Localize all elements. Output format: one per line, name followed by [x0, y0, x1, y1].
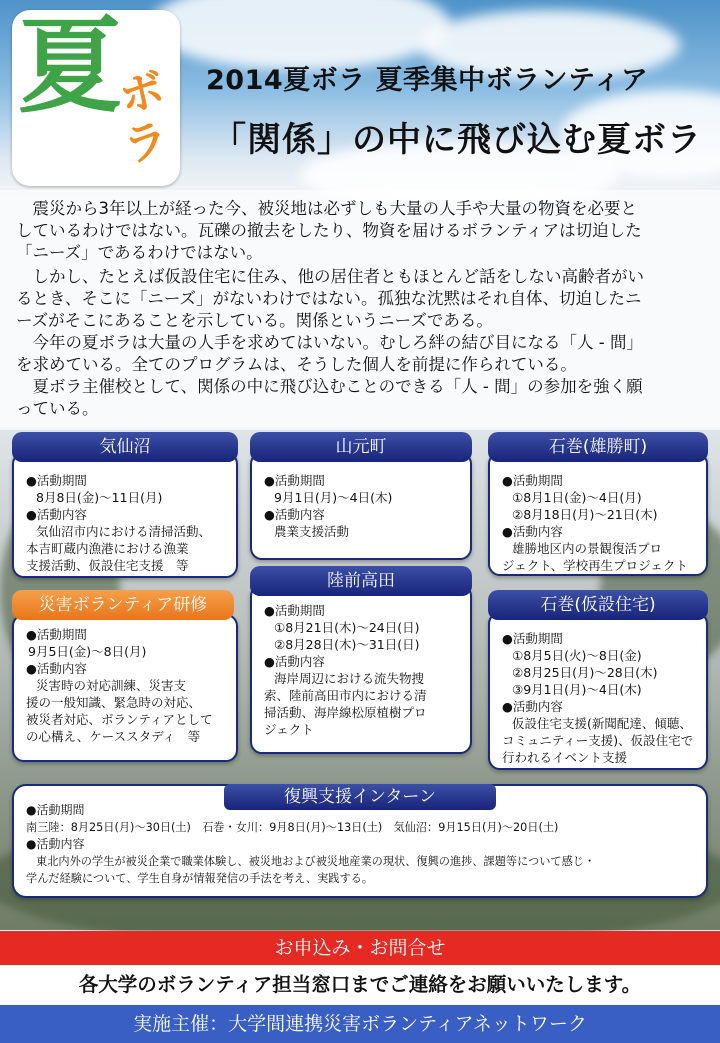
period-label: ●活動期間 [26, 627, 87, 642]
program-title-rikuzentakata: 陸前高田 [250, 566, 472, 596]
period-value: 9月1日(月)～4日(木) [274, 490, 393, 505]
content-line: 海岸周辺における流失物捜 [274, 671, 425, 686]
content-line: 掃活動、海岸線松原植樹プロ [264, 705, 427, 720]
period-value: ②8月25日(月)～28日(木) [512, 665, 658, 680]
period-value: 8月8日(金)～11日(月) [36, 490, 163, 505]
content-line: 被災者対応、ボランティアとして [26, 712, 213, 727]
intro-line: しているわけではない。瓦礫の撤去をしたり、物資を届けるボランティアは切迫した [16, 221, 642, 240]
content-line: ジェクト、学校再生プロジェクト [502, 558, 688, 573]
period-value: ②8月18日(月)～21日(木) [512, 507, 658, 522]
period-label: ●活動期間 [26, 473, 87, 488]
intro-line: 震災から3年以上が経った今、被災地は必ずしも大量の人手や大量の物資を必要と [16, 199, 637, 218]
period-value: ③9月1日(月)～4日(木) [512, 682, 642, 697]
period-value: ②8月28日(木)～31日(日) [274, 637, 420, 652]
period-label: ●活動期間 [502, 473, 563, 488]
intro-line: 今年の夏ボラは大量の人手を求めてはいない。むしろ絆の結び目になる「人 - 間」 [16, 333, 643, 352]
content-line: 学んだ経験について、学生自身が情報発信の手法を考え、実践する。 [26, 872, 374, 885]
content-label: ●活動内容 [26, 837, 85, 851]
content-line: 仮設住宅支援(新聞配達、傾聴、 [512, 716, 692, 731]
content-label: ●活動内容 [264, 507, 325, 522]
organizer-banner: 実施主催：大学間連携災害ボランティアネットワーク [0, 1005, 720, 1043]
period-label: ●活動期間 [264, 473, 325, 488]
program-card-disaster-training [12, 614, 238, 762]
program-card-rikuzentakata [250, 584, 472, 754]
period-value: 南三陸：8月25日(月)～30日(土) 石巻・女川：9月8日(月)～13日(土) 気仙沼：9月15日(月)～20日(土) [26, 821, 559, 834]
intro-section [0, 190, 720, 428]
program-card-yamamoto [250, 452, 472, 560]
content-line: の心構え、ケーススタディ 等 [26, 729, 201, 744]
content-line: 農業支援活動 [274, 524, 350, 539]
program-title-kesennuma: 気仙沼 [12, 432, 238, 462]
page-subtitle: 2014夏ボラ 夏季集中ボランティア [206, 65, 649, 96]
intro-line: るとき、そこに「ニーズ」がないわけではない。孤独な沈黙はそれ自体、切迫したニ [16, 289, 642, 308]
program-title-ishinomaki-ogatsu: 石巻(雄勝町) [488, 432, 708, 462]
content-line: コミュニティー支援)、仮設住宅で [502, 733, 694, 748]
program-card-kesennuma [12, 452, 238, 578]
period-value: 9月5日(金)～8日(月) [28, 644, 147, 659]
logo-char-bo: ボ [115, 63, 169, 124]
contact-text: 各大学のボランティア担当窓口までご連絡をお願いいたします。 [0, 965, 720, 1005]
intro-line: しかし、たとえば仮設住宅に住み、他の居住者ともほとんど話をしない高齢者がい [16, 267, 644, 286]
content-line: 気仙沼市内における清掃活動、 [36, 524, 212, 539]
program-title-yamamoto: 山元町 [250, 432, 472, 462]
page-title: 「関係」の中に飛び込む夏ボラ [212, 120, 702, 160]
period-value: ①8月5日(火)～8日(金) [512, 648, 642, 663]
apply-banner: お申込み・お問合せ [0, 931, 720, 965]
logo-char-ra: ラ [119, 113, 173, 174]
content-line: 本吉町蔵内漁港における漁業 [26, 541, 189, 556]
period-label: ●活動期間 [264, 603, 325, 618]
content-label: ●活動内容 [26, 507, 87, 522]
period-label: ●活動期間 [502, 631, 563, 646]
content-line: ジェクト [264, 722, 314, 737]
content-line: 東北内外の学生が被災企業で職業体験し、被災地および被災地産業の現状、復興の進捗、課題等について感じ・ [36, 855, 596, 868]
content-line: 索、陸前高田市内における清 [264, 688, 427, 703]
logo-char-natsu: 夏 [18, 5, 123, 127]
program-card-ishinomaki-kasetsu [488, 612, 708, 770]
period-value: ①8月1日(金)～4日(月) [512, 490, 642, 505]
program-card-ishinomaki-ogatsu [488, 452, 708, 576]
program-title-ishinomaki-kasetsu: 石巻(仮設住宅) [488, 590, 708, 620]
internship-title: 復興支援インターン [224, 784, 496, 810]
content-label: ●活動内容 [26, 661, 87, 676]
intro-line: っている。 [16, 399, 99, 418]
content-label: ●活動内容 [502, 524, 563, 539]
intro-line: を求めている。全てのプログラムは、そうした個人を前提に作られている。 [16, 355, 577, 374]
content-line: 援の一般知識、緊急時の対応、 [26, 695, 202, 710]
natsubora-logo [12, 5, 180, 186]
content-line: 支援活動、仮設住宅支援 等 [26, 558, 189, 573]
content-label: ●活動内容 [502, 699, 563, 714]
content-line: 雄勝地区内の景観復活プロ [512, 541, 663, 556]
period-value: ①8月21日(木)～24日(日) [274, 620, 420, 635]
intro-line: 「ニーズ」であるわけではない。 [16, 243, 263, 262]
content-line: 災害時の対応訓練、災害支 [36, 678, 187, 693]
program-title-disaster-training: 災害ボランティア研修 [12, 590, 234, 620]
content-line: 行われるイベント支援 [502, 750, 628, 765]
period-label: ●活動期間 [26, 803, 85, 817]
intro-line: 夏ボラ主催校として、関係の中に飛び込むことのできる「人 - 間」の参加を強く願 [16, 377, 643, 396]
intro-line: ーズがそこにあることを示している。関係というニーズである。 [16, 311, 493, 330]
content-label: ●活動内容 [264, 654, 325, 669]
